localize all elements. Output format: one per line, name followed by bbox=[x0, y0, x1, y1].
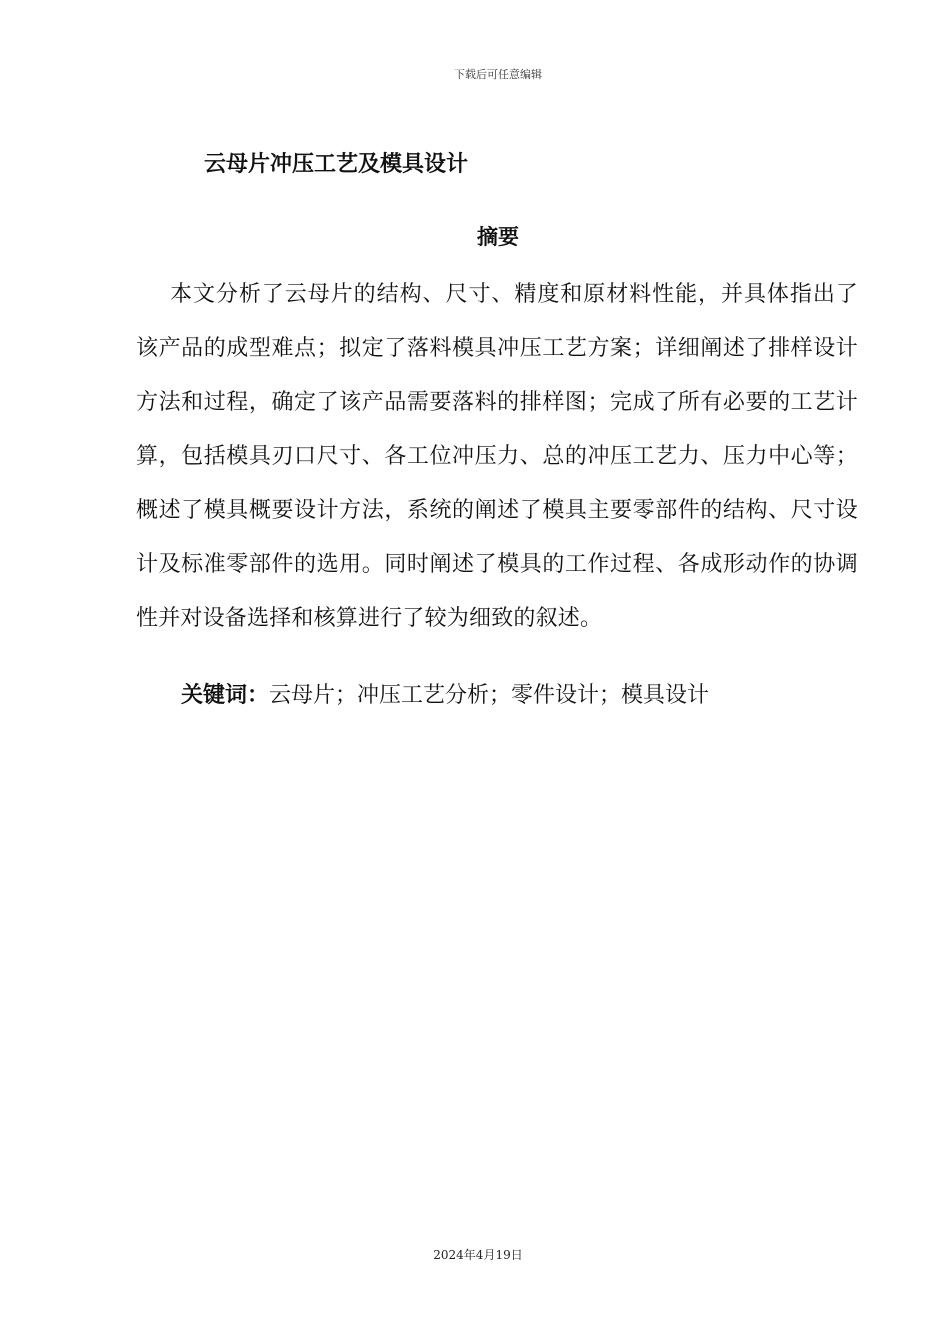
abstract-body: 本文分析了云母片的结构、尺寸、精度和原材料性能，并具体指出了该产品的成型难点；拟定了落料模具冲压工艺方案；详细阐述了排样设计方法和过程，确定了该产品需要落料的排样图；完成了所有必要的工艺计算，包括模具刃口尺寸、各工位冲压力、总的冲压工艺力、压力中心等；概述了模具概要设计方法，系统的阐述了模具主要零部件的结构、尺寸设计及标准零部件的选用。同时阐述了模具的工作过程、各成形动作的协调性并对设备选择和核算进行了较为细致的叙述。 bbox=[136, 282, 858, 631]
page-footer-date: 2024年4月19日 bbox=[433, 1248, 523, 1262]
document-title: 云母片冲压工艺及模具设计 bbox=[204, 152, 469, 177]
abstract-heading: 摘要 bbox=[477, 225, 519, 249]
keywords-line bbox=[181, 676, 709, 716]
keywords-label: 关键词： bbox=[181, 683, 270, 708]
keywords-value: 云母片；冲压工艺分析；零件设计；模具设计 bbox=[269, 683, 710, 708]
page-header-note: 下载后可任意编辑 bbox=[454, 68, 542, 81]
